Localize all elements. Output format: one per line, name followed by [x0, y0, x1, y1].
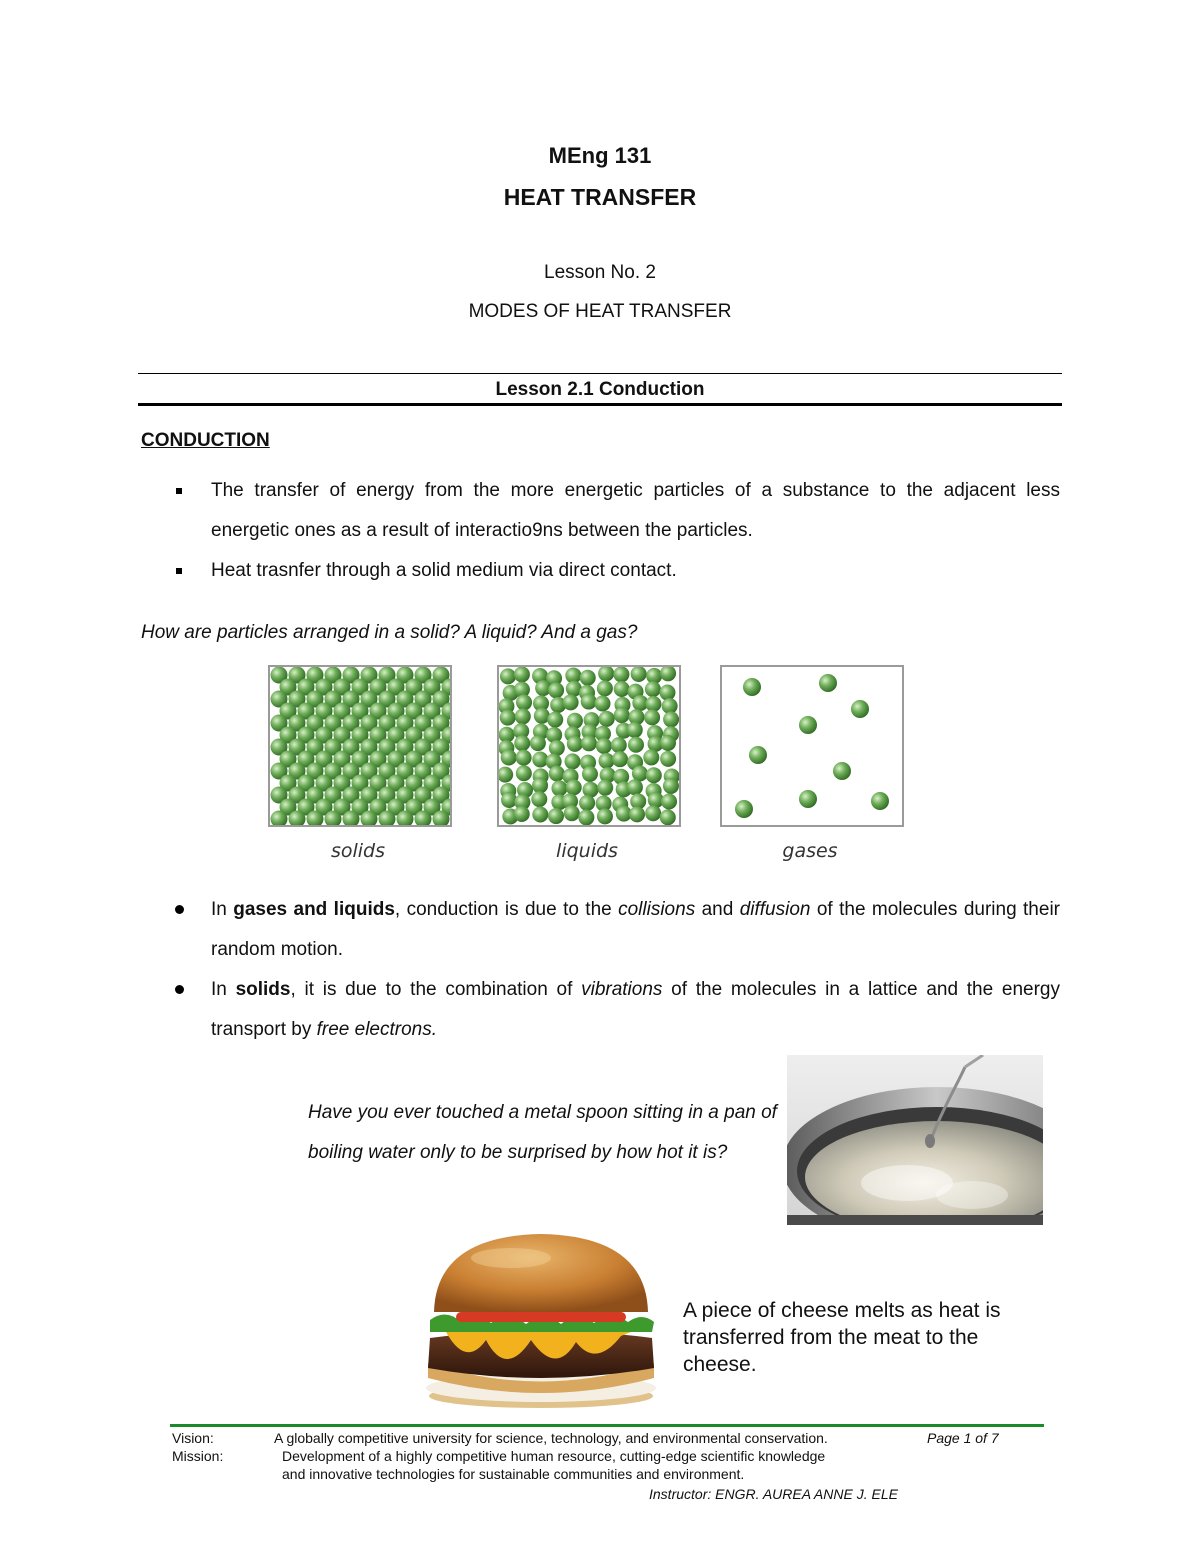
- particle: [871, 792, 889, 810]
- footer-vision-text: A globally competitive university for science, technology, and environmental conservation.: [274, 1430, 828, 1446]
- particle: [516, 765, 532, 781]
- particle: [660, 667, 676, 681]
- particle: [599, 753, 615, 769]
- particle: [632, 765, 648, 781]
- particle: [597, 680, 613, 696]
- particle: [596, 738, 612, 754]
- particle: [532, 777, 548, 793]
- caption-gases: gases: [782, 840, 838, 862]
- particle: [564, 805, 580, 821]
- particle: [627, 722, 643, 738]
- particle: [799, 790, 817, 808]
- particle: [629, 806, 645, 822]
- gas-particles-figure: [720, 665, 904, 827]
- particle: [515, 708, 531, 724]
- particle: [631, 667, 647, 682]
- course-code: MEng 131: [548, 143, 652, 168]
- particle: [531, 791, 547, 807]
- particle: [598, 667, 614, 681]
- particle: [645, 681, 661, 697]
- title-rule-top: [138, 373, 1062, 374]
- cheeseburger-image: [416, 1228, 668, 1410]
- particle: [613, 667, 629, 682]
- particle: [516, 694, 532, 710]
- particle: [660, 735, 676, 751]
- footer-instructor: Instructor: ENGR. AUREA ANNE J. ELE: [649, 1486, 898, 1502]
- spoon-question: Have you ever touched a metal spoon sitting in a pan of boiling water only to be surprised by how hot it is?: [308, 1102, 777, 1163]
- particle: [644, 709, 660, 725]
- particle: [594, 695, 610, 711]
- footer-mission-line2: and innovative technologies for sustainable communities and environment.: [282, 1466, 745, 1482]
- footer-page-number: Page 1 of 7: [927, 1430, 999, 1446]
- particle: [500, 710, 516, 726]
- particle: [501, 792, 517, 808]
- particle: [532, 751, 548, 767]
- particle: [566, 779, 582, 795]
- solid-particles-figure: [268, 665, 452, 827]
- solid-particles-image: [270, 667, 450, 825]
- particle: [614, 681, 630, 697]
- gas-particles-image: [722, 667, 902, 825]
- particle: [660, 809, 676, 825]
- particle: [833, 762, 851, 780]
- title-rule-bottom: [138, 403, 1062, 406]
- particle: [500, 668, 516, 684]
- detail-bullet-solids: In solids, it is due to the combination of vibrations of the molecules in a lattice and the energy transport by free electrons.: [176, 970, 1060, 1050]
- particle: [530, 735, 546, 751]
- caption-solids: solids: [330, 840, 386, 862]
- particle: [581, 735, 597, 751]
- particle: [567, 713, 583, 729]
- particle: [549, 740, 565, 756]
- particle: [514, 667, 530, 682]
- particle: [643, 749, 659, 765]
- particle: [851, 700, 869, 718]
- detail-list: [176, 890, 1060, 1050]
- lesson-topic: MODES OF HEAT TRANSFER: [468, 301, 732, 322]
- particle: [579, 795, 595, 811]
- footer-mission-label: Mission:: [172, 1448, 224, 1464]
- particle: [660, 751, 676, 767]
- particle: [563, 694, 579, 710]
- liquid-particles-image: [499, 667, 679, 825]
- detail-bullet-gases: In gases and liquids, conduction is due to the collisions and diffusion of the molecules during their random motion.: [176, 890, 1060, 970]
- particle: [661, 794, 677, 810]
- course-title: HEAT TRANSFER: [503, 184, 697, 210]
- footer-vision-label: Vision:: [172, 1430, 214, 1446]
- particle: [499, 767, 513, 783]
- section-heading: CONDUCTION: [141, 430, 270, 451]
- particle-question: How are particles arranged in a solid? A liquid? And a gas?: [141, 622, 638, 643]
- particle: [501, 750, 517, 766]
- particle: [659, 685, 675, 701]
- particle: [614, 707, 630, 723]
- particle: [645, 805, 661, 821]
- footer-mission-line1: Development of a highly competitive human resource, cutting-edge scientific knowledge: [282, 1448, 826, 1464]
- liquid-particles-figure: [497, 665, 681, 827]
- particle: [663, 711, 679, 727]
- lesson-title: Lesson 2.1 Conduction: [495, 379, 705, 400]
- particle: [581, 694, 597, 710]
- particle: [627, 779, 643, 795]
- definition-bullet: Heat trasnfer through a solid medium via direct contact.: [176, 551, 1060, 591]
- particle: [646, 767, 662, 783]
- particle: [743, 678, 761, 696]
- cheese-caption: A piece of cheese melts as heat is transferred from the meat to the cheese.: [683, 1299, 1001, 1376]
- particle: [599, 711, 615, 727]
- particle: [516, 750, 532, 766]
- particle: [548, 682, 564, 698]
- particle: [532, 807, 548, 823]
- particle: [663, 778, 679, 794]
- particle: [580, 670, 596, 686]
- definition-bullet: The transfer of energy from the more energetic particles of a substance to the adjacent less energetic ones as a result of interactio9ns between the particles.: [176, 471, 1060, 551]
- particle: [819, 674, 837, 692]
- particle: [611, 737, 627, 753]
- particle: [749, 746, 767, 764]
- particle: [514, 735, 530, 751]
- particle: [597, 780, 613, 796]
- particle: [547, 712, 563, 728]
- particle: [548, 808, 564, 824]
- lesson-number: Lesson No. 2: [544, 262, 656, 283]
- particle: [514, 806, 530, 822]
- particle: [551, 780, 567, 796]
- definition-list: [176, 471, 1060, 591]
- particle: [612, 751, 628, 767]
- particle: [628, 737, 644, 753]
- particle: [582, 766, 598, 782]
- boiling-pan-image: [787, 1055, 1043, 1225]
- particle: [578, 809, 594, 825]
- particle: [735, 800, 753, 818]
- footer-rule: [170, 1424, 1044, 1427]
- particle: [799, 716, 817, 734]
- particle: [549, 766, 565, 782]
- particle: [567, 736, 583, 752]
- particle: [565, 753, 581, 769]
- caption-liquids: liquids: [556, 840, 618, 862]
- particle: [597, 808, 613, 824]
